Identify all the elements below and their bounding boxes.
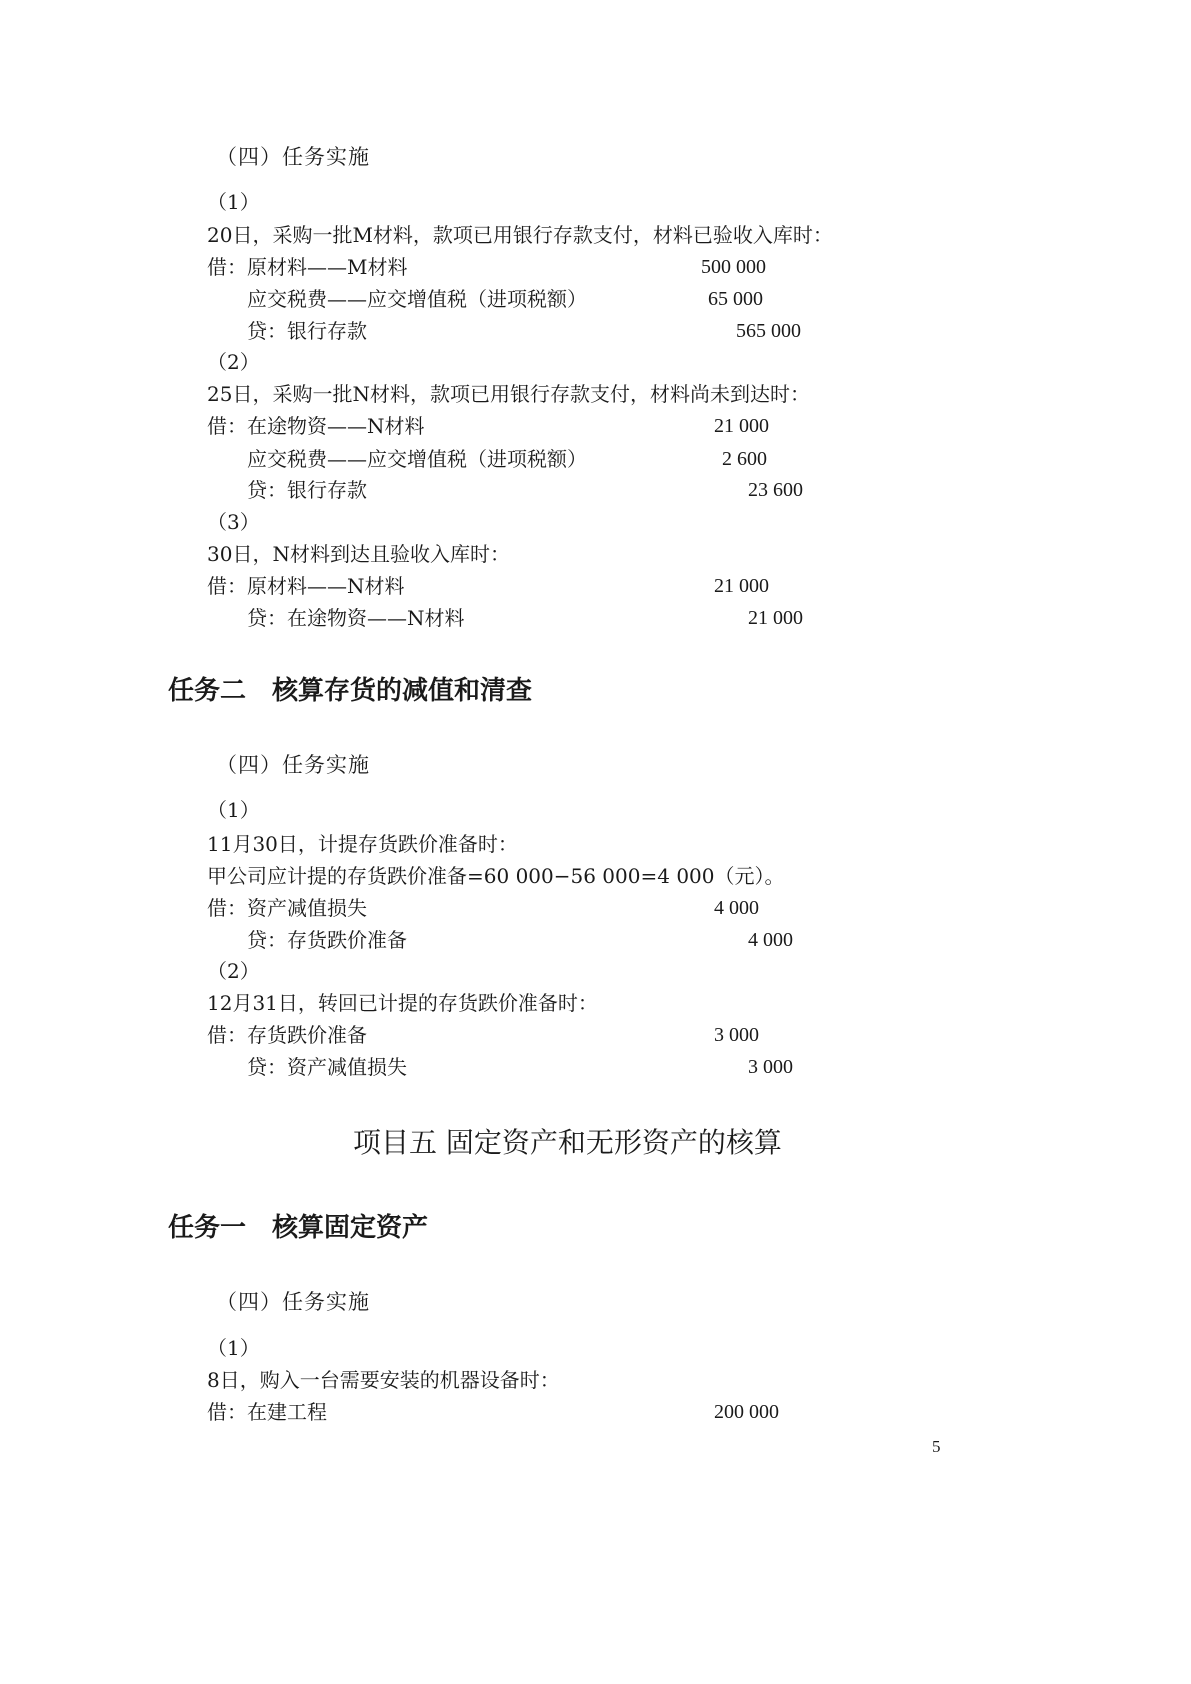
journal-amount: 21 000: [714, 415, 769, 437]
item-description: 11月30日，计提存货跌价准备时：: [207, 832, 518, 856]
subheading: （四）任务实施: [216, 1290, 370, 1314]
item-number: （2）: [207, 350, 260, 374]
item-description: 8日，购入一台需要安装的机器设备时：: [207, 1368, 560, 1392]
item-description: 30日，N材料到达且验收入库时：: [207, 542, 510, 566]
item-description: 12月31日，转回已计提的存货跌价准备时：: [207, 991, 598, 1015]
journal-entry-debit: 应交税费——应交增值税（进项税额）: [247, 447, 587, 471]
subheading: （四）任务实施: [216, 753, 370, 777]
journal-amount: 65 000: [708, 288, 763, 310]
journal-entry-debit: 借：资产减值损失: [207, 896, 367, 920]
journal-amount: 2 600: [722, 448, 767, 470]
journal-amount: 21 000: [714, 575, 769, 597]
journal-entry-debit: 借：原材料——M材料: [207, 255, 408, 279]
journal-amount: 500 000: [701, 256, 766, 278]
item-number: （2）: [207, 959, 260, 983]
item-number: （1）: [207, 798, 260, 822]
journal-amount: 200 000: [714, 1401, 779, 1423]
journal-amount: 3 000: [748, 1056, 793, 1078]
journal-entry-credit: 贷：在途物资——N材料: [247, 606, 465, 630]
subheading: （四）任务实施: [216, 145, 370, 169]
journal-amount: 565 000: [736, 320, 801, 342]
journal-entry-credit: 贷：存货跌价准备: [247, 928, 407, 952]
task-heading: 任务二 核算存货的减值和清查: [168, 676, 533, 706]
journal-amount: 21 000: [748, 607, 803, 629]
journal-amount: 4 000: [714, 897, 759, 919]
journal-amount: 23 600: [748, 479, 803, 501]
journal-amount: 4 000: [748, 929, 793, 951]
journal-entry-debit: 借：在建工程: [207, 1400, 327, 1424]
item-number: （1）: [207, 190, 260, 214]
journal-amount: 3 000: [714, 1024, 759, 1046]
journal-entry-debit: 借：存货跌价准备: [207, 1023, 367, 1047]
journal-entry-debit: 借：原材料——N材料: [207, 574, 405, 598]
item-number: （1）: [207, 1336, 260, 1360]
page-number: 5: [932, 1437, 941, 1456]
journal-entry-credit: 贷：银行存款: [247, 319, 367, 343]
item-number: （3）: [207, 510, 260, 534]
journal-entry-debit: 应交税费——应交增值税（进项税额）: [247, 287, 587, 311]
journal-entry-debit: 借：在途物资——N材料: [207, 414, 425, 438]
journal-entry-credit: 贷：银行存款: [247, 478, 367, 502]
calculation-text: 甲公司应计提的存货跌价准备=60 000−56 000=4 000（元）。: [207, 864, 785, 888]
item-description: 25日，采购一批N材料，款项已用银行存款支付，材料尚未到达时：: [207, 382, 810, 406]
journal-entry-credit: 贷：资产减值损失: [247, 1055, 407, 1079]
item-description: 20日，采购一批M材料，款项已用银行存款支付，材料已验收入库时：: [207, 223, 833, 247]
project-heading: 项目五 固定资产和无形资产的核算: [353, 1126, 782, 1159]
task-heading: 任务一 核算固定资产: [168, 1213, 429, 1243]
